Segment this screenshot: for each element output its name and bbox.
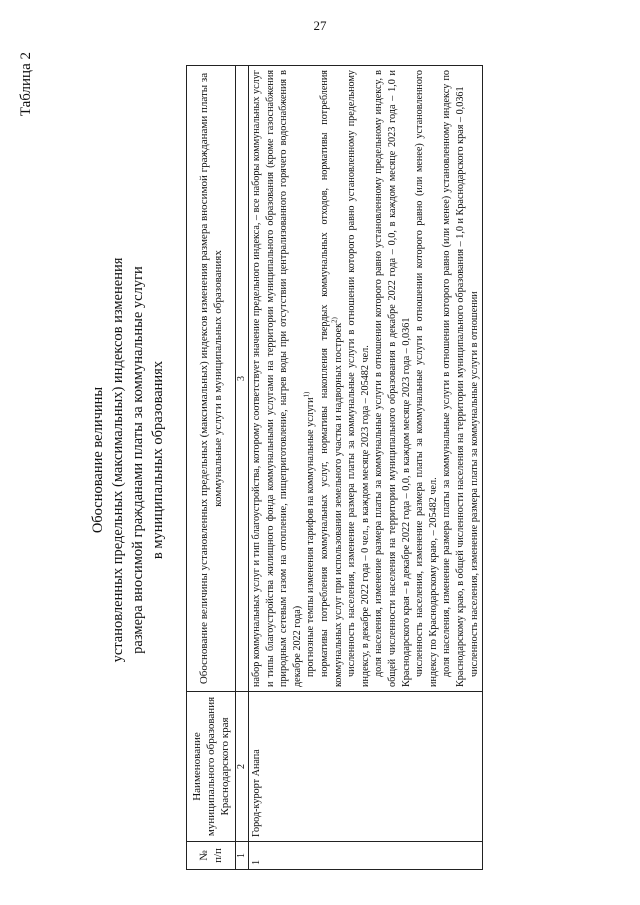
column-number-row (236, 66, 249, 870)
paragraph: численность населения, изменение размера платы за коммунальные услуги в отношении (468, 291, 480, 677)
paragraph: доля населения, изменение размера платы за коммунальные услуги в отношении которого равно установленному предельному индексу, в общей численности населения на территории муниципального образования в декабре 2022 года – 0,0, в каждом месяце 2023 года – 1,0 и Краснодарского края – в декабре 2022 года – 0,0, в каждом месяце 2023 года – 0,0361 (373, 70, 412, 687)
column-number: 3 (236, 66, 249, 692)
column-number: 1 (236, 842, 249, 870)
title-line: установленных предельных (максимальных) индексов изменения (110, 257, 126, 663)
table-label: Таблица 2 (18, 52, 34, 117)
footnote-mark: 2) (330, 317, 339, 323)
paragraph: доля населения, изменение размера платы за коммунальные услуги в отношении которого равно (или менее) установленному индексу по Краснодарскому краю, в общей численности населения на территории муниципального образования – 1,0 и Краснодарского края – 0,0361 (441, 70, 466, 687)
paragraph: численность населения, изменение размера платы за коммунальные услуги в отношении которого равно установленному предельному индексу, в декабре 2022 года – 0 чел., в каждом месяце 2023 года – 205482 чел. (346, 70, 371, 687)
column-number: 2 (236, 692, 249, 842)
document-title (88, 90, 168, 830)
title-line: размера вносимой гражданами платы за коммунальные услуги (130, 266, 146, 654)
justification-text (249, 66, 483, 692)
justification-table (186, 65, 483, 870)
municipality-name: Город-курорт Анапа (249, 692, 483, 842)
row-number: 1 (249, 842, 483, 870)
paragraph: нормативы потребления коммунальных услуг, нормативы накопления твердых коммунальных отходов, нормативы потребления коммунальных услуг при использовании земельного участка и надворных построек$^{2)}$ (318, 70, 344, 687)
header-number: № п/п (187, 842, 236, 870)
paragraph: прогнозные темпы изменения тарифов на коммунальные услуги$^{1)}$ (302, 391, 317, 677)
table-header-row (187, 66, 236, 870)
header-municipality: Наименование муниципального образования Краснодарского края (187, 692, 236, 842)
paragraph: набор коммунальных услуг и тип благоустройства, которому соответствует значение предельного индекса, – все наборы коммунальных услуг и типы благоустройства жилищного фонда коммунальными услугами на территории муниципального образования (кроме газоснабжения природным сетевым газом на отопление, пищеприготовление, нагрев воды при отсутствии централизованного горячего водоснабжения в декабре 2022 года) (251, 70, 303, 687)
footnote-mark: 1) (302, 391, 311, 398)
rotated-page-content (0, 40, 640, 870)
title-line: Обоснование величины (90, 386, 106, 534)
page-number: 27 (313, 18, 327, 33)
paragraph: численность населения, изменение размера платы за коммунальные услуги в отношении которого равно (или менее) установленного индексу по Краснодарскому краю, – 205482 чел. (414, 70, 439, 687)
header-justification: Обоснование величины установленных предельных (максимальных) индексов изменения размера вносимой гражданами платы за коммунальные услуги в муниципальных образованиях (187, 66, 236, 692)
table-row (249, 66, 483, 870)
title-line: в муниципальных образованиях (150, 360, 166, 560)
